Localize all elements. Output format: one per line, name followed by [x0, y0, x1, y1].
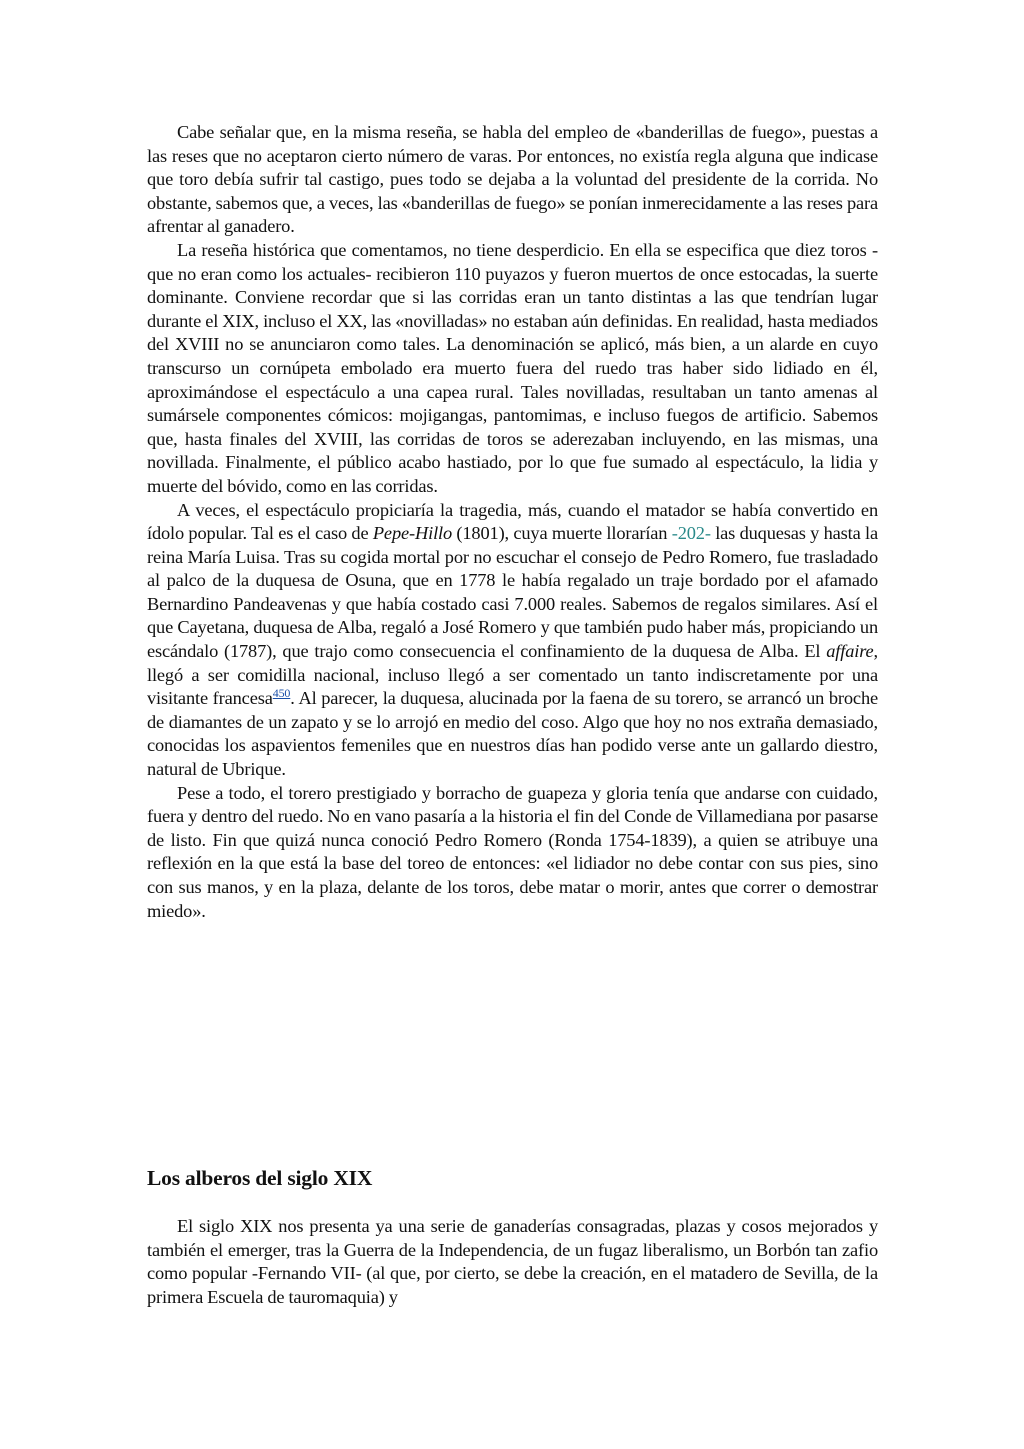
- paragraph-resena-historica: La reseña histórica que comentamos, no tiene desperdicio. En ella se especifica que diez toros -que no eran como los actuales- recibieron 110 puyazos y fueron muertos de once estocadas, la suerte dominante. Conviene recordar que si las corridas eran un tanto distintas a las que tendrían lugar durante el XIX, incluso el XX, las «novilladas» no estaban aún definidas. En realidad, hasta mediados del XVIII no se anunciaron como tales. La denominación se aplicó, más bien, a un alarde en cuyo transcurso un cornúpeta embolado era muerto fuera del ruedo tras haber sido lidiado en él, aproximándose el espectáculo a una capea rural. Tales novilladas, resultaban un tanto amenas al sumársele componentes cómicos: mojigangas, pantomimas, e incluso fuegos de artificio. Sabemos que, hasta finales del XVIII, las corridas de toros se aderezaban incluyendo, en las mismas, una novillada. Finalmente, el público acabo hastiado, por lo que fue sumado al espectáculo, la lidia y muerte del bóvido, como en las corridas.: [147, 239, 878, 496]
- section-heading: Los alberos del siglo XIX: [147, 1166, 373, 1190]
- text-segment: (1801), cuya muerte llorarían: [452, 523, 672, 544]
- paragraph-siglo-xix: El siglo XIX nos presenta ya una serie de ganaderías consagradas, plazas y cosos mejorados y también el emerger, tras la Guerra de la Independencia, de un fugaz liberalismo, un Borbón tan zafio como popular -Fernando VII- (al que, por cierto, se debe la creación, en el matadero de Sevilla, de la primera Escuela de tauromaquia) y: [147, 1216, 878, 1307]
- text-segment: las duquesas y hasta la reina María Luisa. Tras su cogida mortal por no escuchar el consejo de Pedro Romero, fue trasladado al palco de la duquesa de Osuna, que en 1778 le había regalado un traje bordado por el afamado Bernardino Pandeavenas y que había costado casi 7.000 reales. Sabemos de regalos similares. Así el que Cayetana, duquesa de Alba, regaló a José Romero y que también pudo haber más, propiciando un escándalo (1787), que trajo como consecuencia el confinamiento de la duquesa de Alba. El: [147, 523, 878, 662]
- text-segment: A veces, el espectáculo propiciaría la tragedia, más, cuando el matador se había convertido en ídolo popular. Tal es el caso de: [147, 499, 878, 544]
- text-segment: , llegó a ser comidilla nacional, incluso llegó a ser comentado un tanto indiscretamente por una visitante francesa: [147, 641, 878, 709]
- italic-word-affaire: affaire: [826, 641, 874, 662]
- paragraph-pedro-romero: Pese a todo, el torero prestigiado y borracho de guapeza y gloria tenía que andarse con cuidado, fuera y dentro del ruedo. No en vano pasaría a la historia el fin del Conde de Villamediana por pasarse de listo. Fin que quizá nunca conoció Pedro Romero (Ronda 1754-1839), a quien se atribuye una reflexión en la que está la base del toreo de entonces: «el lidiador no debe contar con sus pies, sino con sus manos, y en la plaza, delante de los toros, debe matar o morir, antes que correr o demostrar miedo».: [147, 782, 878, 921]
- paragraph-banderillas: Cabe señalar que, en la misma reseña, se habla del empleo de «banderillas de fuego», puestas a las reses que no aceptaron cierto número de varas. Por entonces, no existía regla alguna que indicase que toro debía sufrir tal castigo, pues todo se dejaba a la voluntad del presidente de la corrida. No obstante, sabemos que, a veces, las «banderillas de fuego» se ponían inmerecidamente a las reses para afrentar al ganadero.: [147, 122, 878, 237]
- paragraph-pepe-hillo: [147, 499, 878, 782]
- page-number-marker: -202-: [671, 523, 711, 544]
- text-segment: . Al parecer, la duquesa, alucinada por la faena de su torero, se arrancó un broche de diamantes de un zapato y se lo arrojó en medio del coso. Algo que hoy no nos extraña demasiado, conocidas los aspavientos femeniles que en nuestros días han podido verse ante un gallardo diestro, natural de Ubrique.: [147, 688, 879, 780]
- footnote-link-450[interactable]: 450: [272, 686, 291, 701]
- document-page: [147, 121, 879, 1307]
- italic-name-pepe-hillo: Pepe-Hillo: [372, 523, 453, 544]
